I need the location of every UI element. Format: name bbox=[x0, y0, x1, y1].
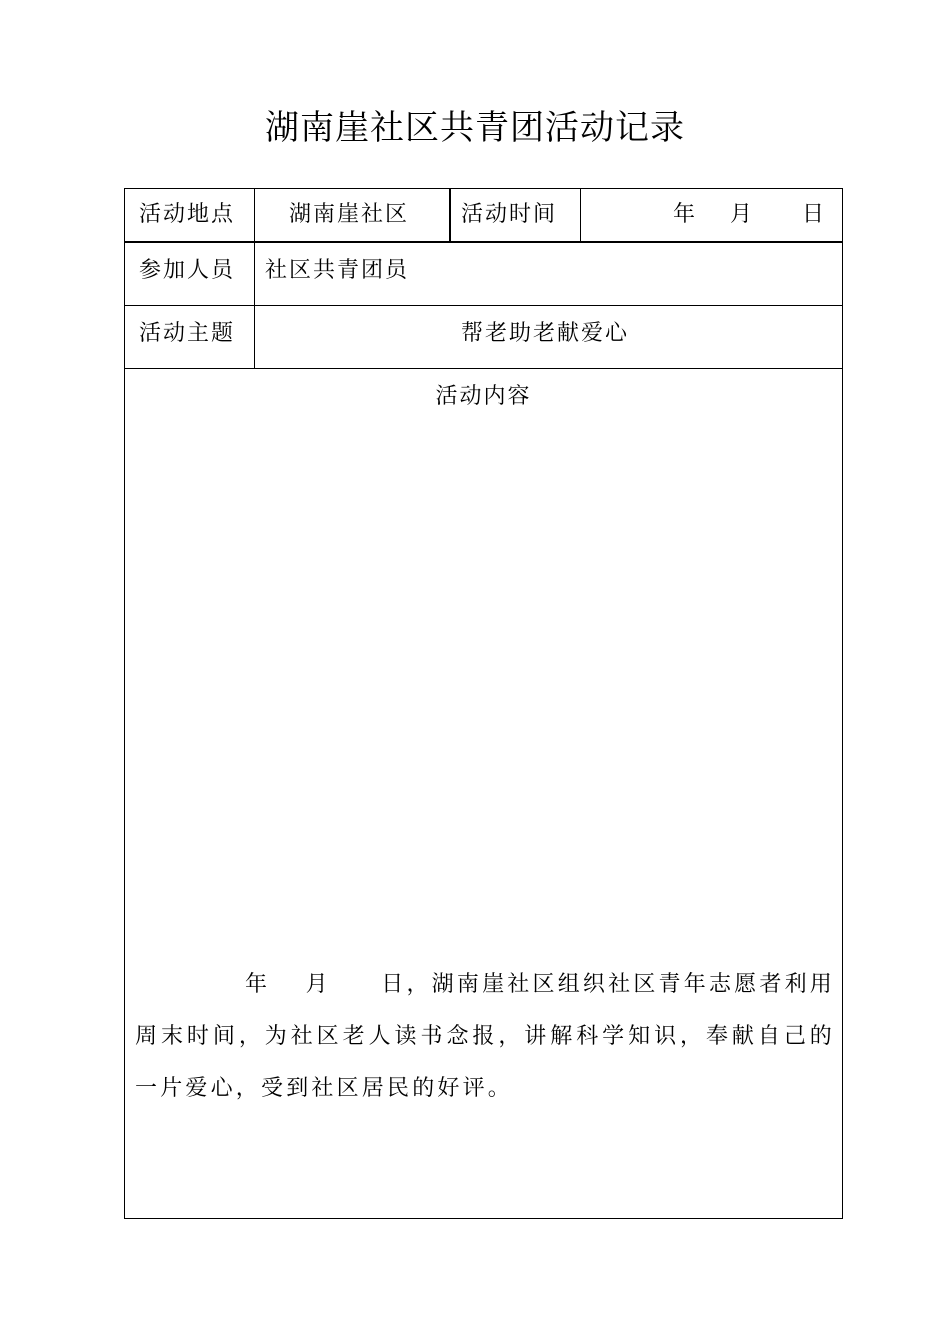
time-value: 年 月 日 bbox=[673, 202, 826, 227]
page-title: 湖南崖社区共青团活动记录 bbox=[265, 108, 685, 148]
theme-label-cell bbox=[125, 306, 255, 368]
form-row-theme bbox=[125, 306, 842, 369]
theme-value-cell bbox=[255, 306, 842, 368]
form-row-participants bbox=[125, 243, 842, 306]
content-label: 活动内容 bbox=[435, 384, 532, 409]
form-row-location-time bbox=[125, 189, 842, 243]
content-text-block bbox=[135, 959, 835, 1115]
participants-label-cell bbox=[125, 243, 255, 305]
time-value-cell bbox=[581, 189, 842, 241]
location-label: 活动地点 bbox=[139, 202, 236, 227]
participants-value: 社区共青团员 bbox=[265, 258, 410, 283]
location-value: 湖南崖社区 bbox=[289, 202, 410, 227]
theme-value: 帮老助老献爱心 bbox=[461, 321, 630, 346]
location-label-cell bbox=[125, 189, 255, 241]
time-label: 活动时间 bbox=[461, 202, 558, 227]
participants-value-cell bbox=[255, 243, 842, 305]
content-text: 年 月 日，湖南崖社区组织社区青年志愿者利用周末时间，为社区老人读书念报，讲解科学知识，奉献自己的一片爱心，受到社区居民的好评。 bbox=[135, 972, 835, 1101]
participants-label: 参加人员 bbox=[139, 258, 236, 283]
time-label-cell bbox=[451, 189, 581, 241]
location-value-cell bbox=[255, 189, 451, 241]
activity-record-form bbox=[124, 188, 843, 1219]
theme-label: 活动主题 bbox=[139, 321, 236, 346]
